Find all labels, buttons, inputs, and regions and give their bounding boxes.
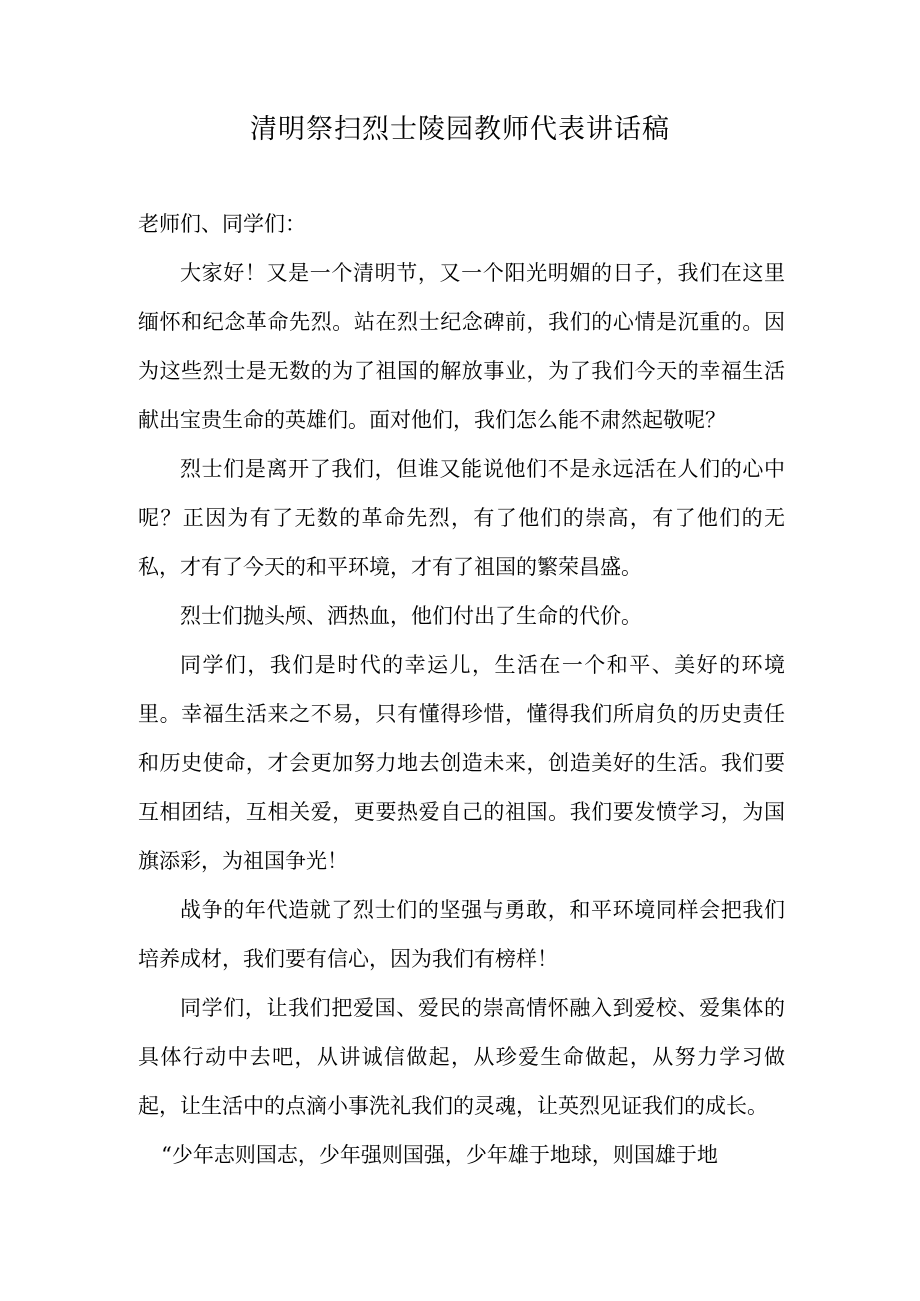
document-title: 清明祭扫烈士陵园教师代表讲话稿	[250, 114, 670, 145]
paragraph-martyrs-remembered: 烈士们是离开了我们，但谁又能说他们不是永远活在人们的心中呢？正因为有了无数的革命先烈，有了他们的崇高，有了他们的无私，才有了今天的和平环境，才有了祖国的繁荣昌盛。	[138, 457, 785, 579]
paragraph-cherish-life: 同学们，我们是时代的幸运儿，生活在一个和平、美好的环境里。幸福生活来之不易，只有懂得珍惜，懂得我们所肩负的历史责任和历史使命，才会更加努力地去创造未来，创造美好的生活。我们要互相团结，互相关爱，更要热爱自己的祖国。我们要发愤学习，为国旗添彩，为祖国争光！	[138, 653, 785, 873]
salutation: 老师们、同学们：	[138, 212, 306, 236]
paragraph-role-models: 战争的年代造就了烈士们的坚强与勇敢，和平环境同样会把我们培养成材，我们要有信心，因为我们有榜样！	[138, 898, 785, 971]
document-body	[138, 200, 785, 1180]
paragraph-greeting: 大家好！又是一个清明节，又一个阳光明媚的日子，我们在这里缅怀和纪念革命先烈。站在烈士纪念碑前，我们的心情是沉重的。因为这些烈士是无数的为了祖国的解放事业，为了我们今天的幸福生活献出宝贵生命的英雄们。面对他们，我们怎么能不肃然起敬呢？	[138, 261, 785, 432]
paragraph-quote: “少年志则国志，少年强则国强，少年雄于地球，则国雄于地	[161, 1143, 718, 1167]
paragraph-call-to-action: 同学们，让我们把爱国、爱民的崇高情怀融入到爱校、爱集体的具体行动中去吧，从讲诚信做起，从珍爱生命做起，从努力学习做起，让生活中的点滴小事洗礼我们的灵魂，让英烈见证我们的成长。	[138, 996, 785, 1118]
paragraph-sacrifice: 烈士们抛头颅、洒热血，他们付出了生命的代价。	[180, 604, 642, 628]
